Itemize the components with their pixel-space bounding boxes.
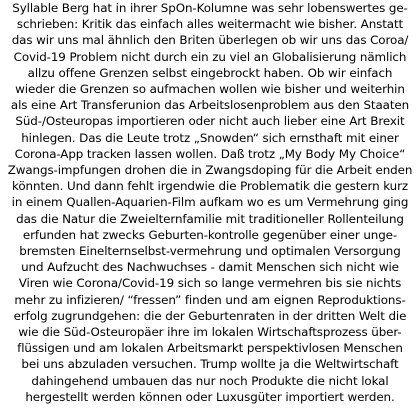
text-line: dahingehend umbauen das nur noch Produkte die nicht lokal [31, 373, 389, 388]
text-line: könnten. Und dann fehlt irgendwie die Problematik die gestern kurz [11, 179, 408, 194]
text-line: erfolg zugrundgehen: die der Geburtenraten in der dritten Welt die [13, 308, 407, 323]
text-line: allzu offene Grenzen selbst eingebrockt haben. Ob wir einfach [27, 65, 393, 80]
text-line: Viren wie Corona/Covid-19 sich so lange vermehren bis sie nichts [18, 276, 402, 291]
text-line: hergestellt werden können oder Luxusgüter importiert werden. [25, 389, 395, 404]
text-line: und Aufzucht des Nachwuchses - damit Menschen sich nicht wie [21, 260, 399, 275]
text-line: Corona-App tracken lassen wollen. Daß trotz „My Body My Choice“ [14, 146, 406, 161]
text-line: wieder die Grenzen so aufmachen wollen wie bisher und weiterhin [15, 82, 405, 97]
text-line: Süd-/Osteuropas importieren oder nicht auch lieber eine Art Brexit [15, 114, 405, 129]
text-line: Zwangs-impfungen drohen die in Zwangsdoping für die Arbeit enden [7, 163, 413, 178]
text-line: das die Natur die Zweielternfamilie mit traditioneller Rollenteilung [16, 211, 404, 226]
text-line: in einem Quallen-Aquarien-Film aufkam wo es um Vermehrung ging [11, 195, 409, 210]
text-line: hinlegen. Das die Leute trotz „Snowden“ sich ernsthaft mit einer [21, 130, 399, 145]
text-line: bremsten Einelternselbst-vermehrung und optimalen Versorgung [19, 244, 401, 259]
text-line: Syllable Berg hat in ihrer SpOn-Kolumne was sehr lobenswertes ge- [12, 1, 408, 15]
body-text [3, 0, 417, 405]
text-line: das wir uns mal ähnlich den Briten überlegen ob wir uns das Coroa/ [11, 33, 409, 48]
text-line: mehr zu infizieren/ “fressen” finden und am eignen Reproduktions- [14, 292, 406, 307]
text-line: als eine Art Transferunion das Arbeitslosenproblem aus den Staaten [10, 98, 410, 113]
text-line: erfunden hat zwecks Geburten-kontrolle gegenüber einer unge- [22, 227, 398, 242]
text-line: wie die Süd-Osteuropäer ihre im lokalen Wirtschaftsprozess über- [18, 325, 402, 340]
text-line: flüssigen und am lokalen Arbeitsmarkt perspektivlosen Menschen [17, 341, 403, 356]
text-line: bei uns abzuladen versuchen. Trump wollte ja die Weltwirtschaft [21, 357, 399, 372]
text-line: Covid-19 Problem nicht durch ein zu viel an Globalisierung nämlich [13, 49, 407, 64]
text-line: schrieben: Kritik das einfach alles weitermacht wie bisher. Anstatt [16, 17, 404, 32]
